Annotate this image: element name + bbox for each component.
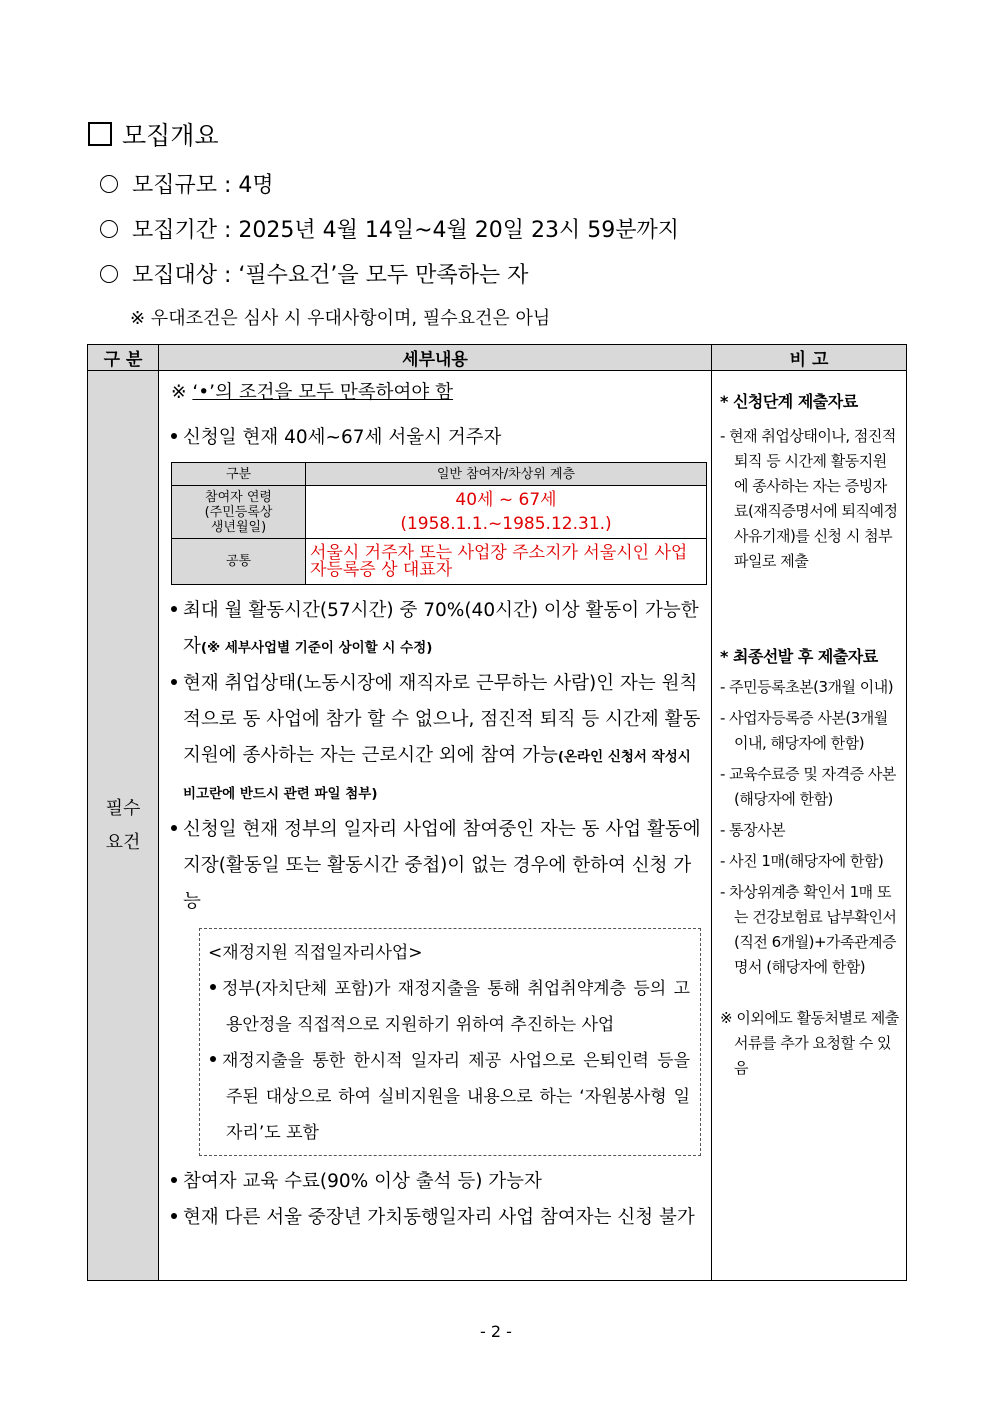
bullet-hours: 최대 월 활동시간(57시간) 중 70%(40시간) 이상 활동이 가능한 자(※ 세부사업별 기준이 상이할 시 수정) bbox=[171, 593, 705, 666]
bullet-icon bbox=[171, 1213, 177, 1219]
age-criteria-table bbox=[171, 462, 707, 585]
inner-row-age: 참여자 연령 (주민등록상 생년월일) 40세 ~ 67세 (1958.1.1.~1985.12.31.) bbox=[172, 486, 707, 539]
remark-item: - 교육수료증 및 자격증 사본(해당자에 한함) bbox=[720, 765, 896, 808]
table-header-row bbox=[88, 345, 907, 371]
inner-row-common: 공통 서울시 거주자 또는 사업장 주소지가 서울시인 사업자등록증 상 대표자 bbox=[172, 539, 707, 585]
inner-header-row: 구분 일반 참여자/차상위 계층 bbox=[172, 463, 707, 486]
remark-note: ※ 이외에도 활동처별로 제출서류를 추가 요청할 수 있음 bbox=[720, 1009, 899, 1077]
circle-icon bbox=[100, 175, 118, 193]
remark-item: - 주민등록초본(3개월 이내) bbox=[720, 678, 894, 696]
remarks-cell bbox=[712, 371, 907, 1281]
overview-item-period: 모집기간 : 2025년 4월 14일~4월 20일 23시 59분까지 bbox=[100, 213, 679, 244]
remark-item: - 현재 취업상태이나, 점진적 퇴직 등 시간제 활동지원에 종사하는 자는 증빙자료(재직증명서에 퇴직예정 사유기재)를 신청 시 첨부파일로 제출 bbox=[720, 427, 898, 570]
bullet-icon bbox=[171, 433, 177, 439]
bullet-icon bbox=[210, 984, 216, 990]
details-cell bbox=[159, 371, 712, 1281]
table-row bbox=[88, 371, 907, 1281]
remark-item: - 차상위계층 확인서 1매 또는 건강보험료 납부확인서(직전 6개월)+가족관계증명서 (해당자에 한함) bbox=[720, 883, 897, 976]
overview-item-size: 모집규모 : 4명 bbox=[100, 168, 274, 199]
bullet-education: 참여자 교육 수료(90% 이상 출석 등) 가능자 bbox=[171, 1164, 705, 1200]
bullet-icon bbox=[210, 1056, 216, 1062]
circle-icon bbox=[100, 220, 118, 238]
bullet-other-program: 현재 다른 서울 중장년 가치동행일자리 사업 참여자는 신청 불가 bbox=[171, 1200, 705, 1236]
bullet-icon bbox=[171, 606, 177, 612]
intro-line: ※ ‘•’의 조건을 모두 만족하여야 함 bbox=[171, 382, 454, 403]
bullet-employed: 현재 취업상태(노동시장에 재직자로 근무하는 사람)인 자는 원칙적으로 동 사업에 참가 할 수 없으나, 점진적 퇴직 등 시간제 활동지원에 종사하는 자는 근로시간 외에 참여 가능(온라인 신청서 작성시 비고란에 반드시 관련 파일 첨부) bbox=[171, 666, 705, 812]
overview-note: ※ 우대조건은 심사 시 우대사항이며, 필수요건은 아님 bbox=[130, 308, 551, 329]
box-item: 정부(자치단체 포함)가 재정지출을 통해 취업취약계층 등의 고용안정을 직접적으로 지원하기 위하여 추진하는 사업 bbox=[208, 971, 690, 1043]
bullet-government-jobs: 신청일 현재 정부의 일자리 사업에 참여중인 자는 동 사업 활동에 지장(활동일 또는 활동시간 중첩)이 없는 경우에 한하여 신청 가능 bbox=[171, 812, 705, 920]
remark-section2-title: * 최종선발 후 제출자료 bbox=[720, 647, 878, 666]
direct-job-program-box bbox=[199, 928, 701, 1156]
remark-item: - 사업자등록증 사본(3개월 이내, 해당자에 한함) bbox=[720, 709, 888, 752]
requirements-table bbox=[87, 344, 907, 1281]
bullet-icon bbox=[171, 1177, 177, 1183]
remark-item: - 사진 1매(해당자에 한함) bbox=[720, 852, 884, 870]
box-item: 재정지출을 통한 한시적 일자리 제공 사업으로 은퇴인력 등을 주된 대상으로 하여 실비지원을 내용으로 하는 ‘자원봉사형 일자리’도 포함 bbox=[208, 1043, 690, 1151]
section-heading: 모집개요 bbox=[88, 116, 219, 152]
overview-item-target: 모집대상 : ‘필수요건’을 모두 만족하는 자 bbox=[100, 258, 528, 289]
header-category: 구 분 bbox=[88, 345, 159, 371]
page-number: - 2 - bbox=[480, 1322, 512, 1341]
bullet-icon bbox=[171, 679, 177, 685]
header-remarks: 비 고 bbox=[712, 345, 907, 371]
checkbox-square-icon bbox=[88, 122, 112, 146]
bullet-age: 신청일 현재 40세~67세 서울시 거주자 bbox=[171, 420, 705, 456]
category-label: 필수 요건 bbox=[105, 797, 141, 853]
remark-section1-title: * 신청단계 제출자료 bbox=[720, 392, 858, 411]
circle-icon bbox=[100, 265, 118, 283]
remark-item: - 통장사본 bbox=[720, 821, 786, 839]
header-details: 세부내용 bbox=[159, 345, 712, 371]
category-cell bbox=[88, 371, 159, 1281]
box-title: <재정지원 직접일자리사업> bbox=[208, 943, 423, 963]
bullet-icon bbox=[171, 825, 177, 831]
